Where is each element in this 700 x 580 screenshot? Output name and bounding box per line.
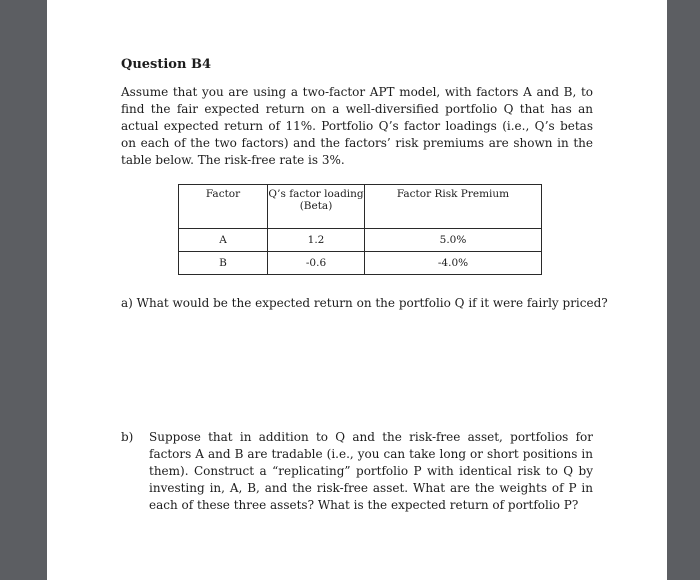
- part-b-question: [121, 429, 593, 514]
- header-factor: Factor: [179, 185, 268, 229]
- part-b-label: b): [121, 430, 134, 444]
- table-row: [179, 252, 542, 275]
- question-intro: Assume that you are using a two-factor APT model, with factors A and B, to find the fair expected return on a well-diversified portfolio Q that has an actual expected return of 11%. Portfolio Q’s factor loadings (i.e., Q’s betas on each of the two factors) and the factors’ risk premiums are shown in the table below. The risk-free rate is 3%.: [121, 85, 593, 167]
- cell-beta: -0.6: [268, 252, 365, 275]
- cell-factor: B: [179, 252, 268, 275]
- cell-factor: A: [179, 229, 268, 252]
- table-row: [179, 229, 542, 252]
- part-b-text: Suppose that in addition to Q and the risk-free asset, portfolios for factors A and B are tradable (i.e., you can take long or short positions in them). Construct a “replicating” portfolio P with identical risk to Q by investing in, A, B, and the risk-free asset. What are the weights of P in each of these three assets? What is the expected return of portfolio P?: [149, 430, 593, 512]
- header-beta: Q’s factor loading (Beta): [268, 185, 365, 229]
- factor-table: [178, 184, 542, 275]
- question-title: Question B4: [121, 57, 211, 72]
- header-premium: Factor Risk Premium: [365, 185, 542, 229]
- cell-premium: 5.0%: [365, 229, 542, 252]
- cell-premium: -4.0%: [365, 252, 542, 275]
- document-page: [47, 0, 667, 580]
- cell-beta: 1.2: [268, 229, 365, 252]
- part-a-question: a) What would be the expected return on the portfolio Q if it were fairly priced?: [121, 296, 608, 310]
- table-header-row: [179, 185, 542, 229]
